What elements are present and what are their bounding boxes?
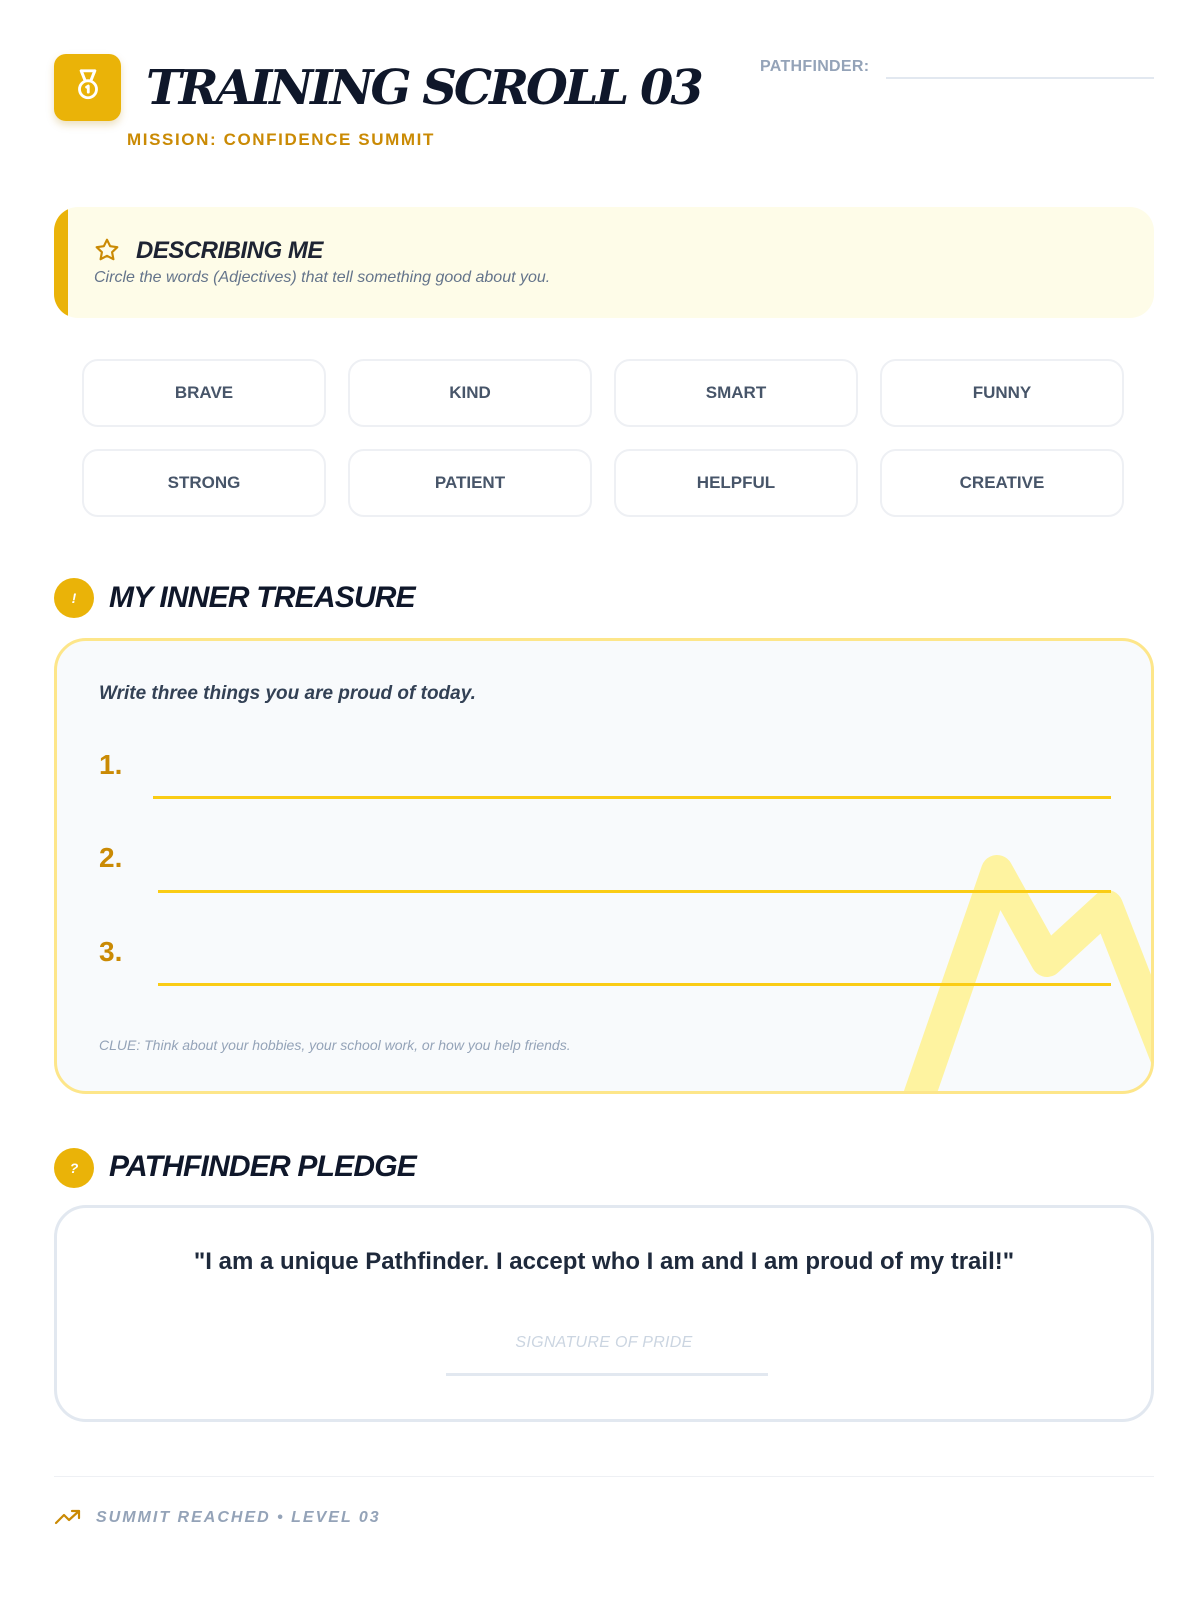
adjective-chip-patient[interactable]: PATIENT (348, 449, 592, 517)
pledge-section-title: PATHFINDER PLEDGE (109, 1150, 416, 1183)
item-number-2: 2. (99, 842, 123, 873)
pathfinder-name-field[interactable] (886, 77, 1154, 79)
treasure-clue: CLUE: Think about your hobbies, your school work, or how you help friends. (99, 1037, 571, 1053)
inner-treasure-card (54, 638, 1154, 1094)
trending-up-icon (54, 1507, 82, 1532)
proud-answer-line-2[interactable] (158, 890, 1111, 893)
adjective-grid (82, 359, 1126, 517)
page-title: TRAINING SCROLL 03 (146, 60, 701, 116)
pledge-card (54, 1205, 1154, 1422)
pledge-quote: "I am a unique Pathfinder. I accept who I am and I am proud of my trail!" (193, 1248, 1015, 1275)
treasure-section-badge: ! (54, 578, 94, 618)
adjective-chip-helpful[interactable]: HELPFUL (614, 449, 858, 517)
proud-answer-line-3[interactable] (158, 983, 1111, 986)
treasure-section-title: MY INNER TREASURE (109, 581, 415, 614)
describing-me-banner (54, 207, 1154, 318)
banner-accent-bar (54, 207, 68, 318)
adjective-chip-funny[interactable]: FUNNY (880, 359, 1124, 427)
pledge-section-badge: ? (54, 1148, 94, 1188)
treasure-prompt: Write three things you are proud of today. (99, 683, 476, 704)
adjective-chip-smart[interactable]: SMART (614, 359, 858, 427)
star-outline-icon (94, 237, 120, 268)
adjective-chip-creative[interactable]: CREATIVE (880, 449, 1124, 517)
item-number-3: 3. (99, 936, 123, 967)
footer-status: SUMMIT REACHED • LEVEL 03 (96, 1509, 381, 1526)
pathfinder-label: PATHFINDER: (760, 58, 870, 75)
medal-icon (71, 68, 105, 107)
proud-answer-line-1[interactable] (153, 796, 1111, 799)
adjective-chip-kind[interactable]: KIND (348, 359, 592, 427)
signature-field[interactable] (446, 1373, 768, 1376)
footer-divider (54, 1476, 1154, 1477)
adjective-chip-brave[interactable]: BRAVE (82, 359, 326, 427)
item-number-1: 1. (99, 749, 123, 780)
adjective-chip-strong[interactable]: STRONG (82, 449, 326, 517)
mountain-icon (887, 851, 1154, 1094)
signature-label: SIGNATURE OF PRIDE (515, 1334, 693, 1351)
logo-badge (54, 54, 121, 121)
describing-me-instructions: Circle the words (Adjectives) that tell something good about you. (94, 269, 551, 286)
mission-subtitle: MISSION: CONFIDENCE SUMMIT (127, 130, 435, 149)
describing-me-title: DESCRIBING ME (136, 237, 323, 264)
